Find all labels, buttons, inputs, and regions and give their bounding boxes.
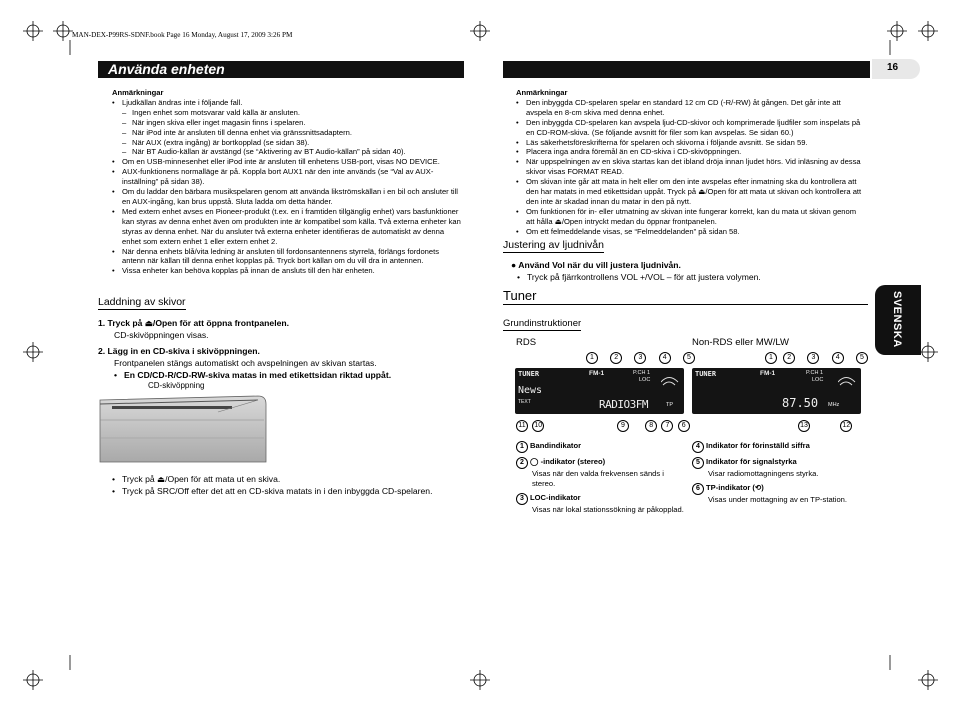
nonrds-frequency: 87.50	[782, 396, 819, 410]
left-note-item: – När iPod inte är ansluten till denna enhet via gränssnittsadaptern.	[112, 128, 462, 138]
marker: 1	[586, 352, 598, 364]
step-2: 2. Lägg in en CD-skiva i skivöppningen.	[98, 346, 260, 356]
eject-bullet-1: • Tryck på ⏏/Open för att mata ut en skiva.	[112, 473, 462, 485]
marker: 1	[765, 352, 777, 364]
legend-desc: Visas under mottagning av en TP-station.	[708, 495, 848, 504]
legend-title-text: LOC-indikator	[530, 493, 581, 502]
legend-title	[516, 493, 686, 505]
legend-title-text: ◯ -indikator (stereo)	[530, 457, 606, 466]
legend-item	[692, 441, 862, 453]
legend-title	[516, 441, 686, 453]
left-note-item: • När denna enhets blå/vita ledning är ansluten till fordonsantennens styrrelä, förlängs fordonets antenn när källan till denna enhet kopplas på. Tryck bort källan om du vill dra in antennen.	[112, 247, 462, 267]
language-side-tab	[875, 285, 921, 355]
legend-title	[692, 457, 862, 469]
rds-top-markers	[586, 352, 697, 364]
non-rds-label: Non-RDS eller MW/LW	[692, 337, 789, 348]
volume-title: Justering av ljudnivån	[503, 239, 604, 251]
legend-item	[516, 457, 686, 489]
left-note-item: • Med extern enhet avses en Pioneer-produkt (t.ex. en i framtiden tillgänglig enhet) vars basfunktioner kan styras av denna enhet även om produkten inte är kompatibel som källa. Två externa enheter kan styras av denna enhet. När du ansluter två externa enheter identifieras de automatiskt av denna enhet som extern enhet 1 eller extern enhet 2.	[112, 207, 462, 247]
basic-title: Grundinstruktioner	[503, 318, 582, 329]
legend-number: 4	[692, 441, 704, 453]
step-1: 1. Tryck på ⏏/Open för att öppna frontpanelen.	[98, 318, 290, 328]
marker: 3	[634, 352, 646, 364]
cd-slot-illustration	[98, 392, 268, 467]
rds-frequency: RADIO3FM	[599, 398, 648, 411]
step-2-bullet: • En CD/CD-R/CD-RW-skiva matas in med etikettsidan riktad uppåt.	[114, 369, 464, 381]
legend-title	[516, 457, 686, 469]
legend-right	[692, 441, 862, 509]
rds-bottom-markers	[516, 420, 546, 432]
right-notes	[516, 88, 862, 237]
right-note-item: • Om funktionen för in- eller utmatning av skivan inte fungerar korrekt, kan du mata ut skivan genom att hålla ⏏/Open intryckt medan du öppnar frontpanelen.	[516, 207, 862, 227]
legend-title-text: Indikator för signalstyrka	[706, 457, 797, 466]
left-note-item: • AUX-funktionens normalläge är på. Koppla bort AUX1 när den inte används (se “Val av AUX-inställning” på sidan 38).	[112, 167, 462, 187]
marker: 2	[783, 352, 795, 364]
eject-instructions	[112, 473, 462, 497]
rds-display	[515, 368, 684, 414]
marker: 9	[617, 420, 629, 432]
legend-title-text: TP-indikator (⟲)	[706, 483, 764, 492]
right-note-item: • Läs säkerhetsföreskrifterna för spelaren och skivorna i följande avsnitt. Se sidan 59.	[516, 138, 862, 148]
left-note-item: – När AUX (extra ingång) är bortkopplad (se sidan 38).	[112, 138, 462, 148]
rds-tuner-text: TUNER	[518, 370, 540, 378]
marker: 6	[678, 420, 690, 432]
loading-title: Laddning av skivor	[98, 296, 186, 308]
legend-desc: Visas när den valda frekvensen sänds i stereo.	[532, 469, 664, 488]
marker: 2	[610, 352, 622, 364]
left-notes	[112, 88, 462, 276]
legend-title-text: Indikator för förinställd siffra	[706, 441, 810, 450]
nonrds-tuner-text: TUNER	[695, 370, 717, 378]
right-note-item: • Den inbyggda CD-spelaren spelar en standard 12 cm CD (-R/-RW) åt gången. Det går inte att avspela en 8-cm skiva med denna enhet.	[516, 98, 862, 118]
marker: 11	[516, 420, 528, 432]
legend-item	[516, 441, 686, 453]
volume-main: ● Använd Vol när du vill justera ljudnivån.	[511, 260, 681, 270]
rds-bottom-markers-2	[617, 420, 692, 432]
nonrds-loc: LOC	[812, 377, 824, 383]
right-note-item: • När uppspelningen av en skiva startas kan det ibland dröja innan ljudet hörs. Vid inläsning av dessa skivor visas FORMAT READ.	[516, 157, 862, 177]
rds-ch: P.CH 1	[633, 370, 651, 376]
legend-item	[516, 493, 686, 515]
nonrds-bottom-markers	[798, 420, 854, 432]
slot-label: CD-skivöppning	[148, 381, 205, 390]
marker: 5	[856, 352, 868, 364]
rds-tp: TP	[666, 402, 674, 408]
volume-section	[503, 235, 863, 283]
legend-desc: Visar radiomottagningens styrka.	[708, 469, 819, 478]
legend-title	[692, 483, 862, 495]
nonrds-unit: MHz	[828, 402, 840, 408]
marker: 7	[661, 420, 673, 432]
right-notes-list	[516, 98, 862, 237]
non-rds-display	[692, 368, 861, 414]
rds-text-indicator: TEXT	[518, 399, 531, 405]
legend-title	[692, 441, 862, 453]
rds-label: RDS	[516, 337, 537, 348]
left-note-item: • Vissa enheter kan behöva kopplas på innan de ansluts till den här enheten.	[112, 266, 462, 276]
nonrds-band: FM-1	[760, 370, 776, 377]
step-1-sub: CD-skivöppningen visas.	[114, 330, 209, 340]
left-notes-title: Anmärkningar	[112, 88, 164, 97]
legend-title-text: Bandindikator	[530, 441, 582, 450]
legend-item	[692, 457, 862, 479]
page-title-bar	[98, 61, 464, 78]
left-note-item: • Ljudkällan ändras inte i följande fall.	[112, 98, 462, 108]
legend-item	[692, 483, 862, 505]
right-note-item: • Om ett felmeddelande visas, se “Felmeddelanden” på sidan 58.	[516, 227, 862, 237]
tuner-title: Tuner	[503, 288, 868, 305]
right-note-item: • Placera inga andra föremål än en CD-skiva i CD-skivöppningen.	[516, 147, 862, 157]
print-header-line: MAN-DEX-P99RS-SDNF.book Page 16 Monday, August 17, 2009 3:26 PM	[72, 31, 293, 39]
legend-number: 3	[516, 493, 528, 505]
legend-number: 2	[516, 457, 528, 469]
marker: 12	[840, 420, 852, 432]
language-label: SVENSKA	[891, 291, 903, 348]
signal-strength-icon	[661, 371, 681, 387]
loading-section	[98, 292, 464, 381]
marker: 8	[645, 420, 657, 432]
legend-left	[516, 441, 686, 519]
marker: 4	[832, 352, 844, 364]
page-title: Använda enheten	[108, 61, 225, 77]
marker: 10	[532, 420, 544, 432]
rds-band: FM-1	[589, 370, 605, 377]
left-note-item: – Ingen enhet som motsvarar vald källa är ansluten.	[112, 108, 462, 118]
nonrds-ch: P.CH 1	[806, 370, 824, 376]
left-note-item: – När BT Audio-källan är avstängd (se “Aktivering av BT Audio-källan” på sidan 40).	[112, 147, 462, 157]
right-notes-title: Anmärkningar	[516, 88, 568, 97]
left-notes-list	[112, 98, 462, 276]
legend-number: 6	[692, 483, 704, 495]
rds-loc: LOC	[639, 377, 651, 383]
right-note-item: • Om skivan inte går att mata in helt eller om den inte avspelas efter inmatning ska du kontrollera att den har matats in med etikettsidan uppåt. Tryck på ⏏/Open för att mata ut skivan och kontrollera att den inte är skadad innan du matar in den på nytt.	[516, 177, 862, 207]
legend-number: 1	[516, 441, 528, 453]
marker: 3	[807, 352, 819, 364]
left-note-item: • Om du laddar den bärbara musikspelaren genom att använda likströmskällan i en bil och ansluter till en AUX-ingång, kan brus uppstå. Sluta ladda om detta händer.	[112, 187, 462, 207]
legend-desc: Visas när lokal stationssökning är påkopplad.	[532, 505, 684, 514]
rds-news: News	[518, 385, 543, 396]
right-title-bar	[503, 61, 870, 78]
volume-bullet: • Tryck på fjärrkontrollens VOL +/VOL – för att justera volymen.	[517, 271, 863, 283]
right-note-item: • Den inbyggda CD-spelaren kan avspela ljud-CD-skivor och komprimerade ljudfiler som inspelats på en CD-ROM-skiva. (Se följande avsnitt för filer som kan avspelas. Se sidan 60.)	[516, 118, 862, 138]
left-note-item: • Om en USB-minnesenhet eller iPod inte är ansluten till enhetens USB-port, visas NO DEVICE.	[112, 157, 462, 167]
page-number-box	[872, 59, 920, 79]
marker: 5	[683, 352, 695, 364]
page-number: 16	[887, 62, 899, 73]
signal-strength-icon	[838, 371, 858, 387]
left-note-item: – När ingen skiva eller inget magasin finns i spelaren.	[112, 118, 462, 128]
eject-bullet-2: • Tryck på SRC/Off efter det att en CD-skiva matats in i den inbyggda CD-spelaren.	[112, 485, 462, 497]
legend-number: 5	[692, 457, 704, 469]
marker: 13	[798, 420, 810, 432]
marker: 4	[659, 352, 671, 364]
step-2-sub: Frontpanelen stängs automatiskt och avspelningen av skivan startas.	[114, 358, 377, 368]
nonrds-top-markers	[765, 352, 870, 364]
